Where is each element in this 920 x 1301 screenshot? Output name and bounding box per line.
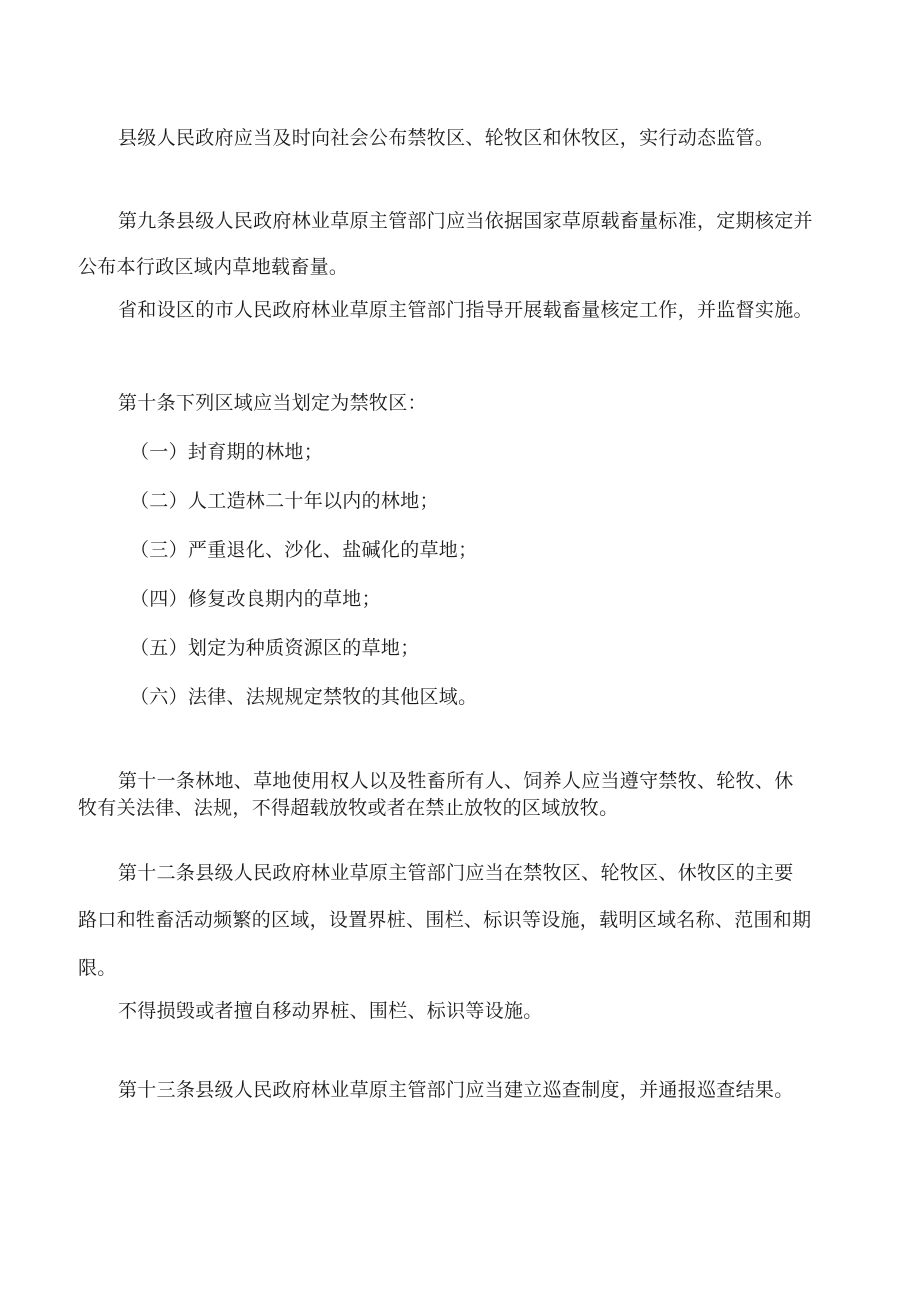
list-item: （二）人工造林二十年以内的林地； [130,490,439,512]
article-12-line: 限。 [78,957,117,979]
list-item: （六）法律、法规规定禁牧的其他区域。 [130,686,478,708]
list-item: （四）修复改良期内的草地； [130,588,381,610]
list-item: （五）划定为种质资源区的草地； [130,637,420,659]
article-12-paragraph: 不得损毁或者擅自移动界桩、围栏、标识等设施。 [118,1000,543,1022]
article-11-line: 第十一条林地、草地使用权人以及牲畜所有人、饲养人应当遵守禁牧、轮牧、休 [118,770,794,792]
article-9-paragraph: 省和设区的市人民政府林业草原主管部门指导开展载畜量核定工作，并监督实施。 [118,299,813,321]
paragraph-line: 县级人民政府应当及时向社会公布禁牧区、轮牧区和休牧区，实行动态监管。 [118,127,775,149]
list-item: （一）封育期的林地； [130,441,324,463]
article-12-line: 第十二条县级人民政府林业草原主管部门应当在禁牧区、轮牧区、休牧区的主要 [118,862,794,884]
article-12-line: 路口和牲畜活动频繁的区域，设置界桩、围栏、标识等设施，载明区域名称、范围和期 [78,909,812,931]
article-9-line: 公布本行政区域内草地载畜量。 [78,256,349,278]
article-9-line: 第九条县级人民政府林业草原主管部门应当依据国家草原载畜量标准，定期核定并 [118,210,813,232]
article-10-intro: 第十条下列区域应当划定为禁牧区： [118,392,427,414]
article-13-line: 第十三条县级人民政府林业草原主管部门应当建立巡查制度，并通报巡查结果。 [118,1079,794,1101]
list-item: （三）严重退化、沙化、盐碱化的草地； [130,539,478,561]
article-11-line: 牧有关法律、法规，不得超载放牧或者在禁止放牧的区域放牧。 [78,797,619,819]
